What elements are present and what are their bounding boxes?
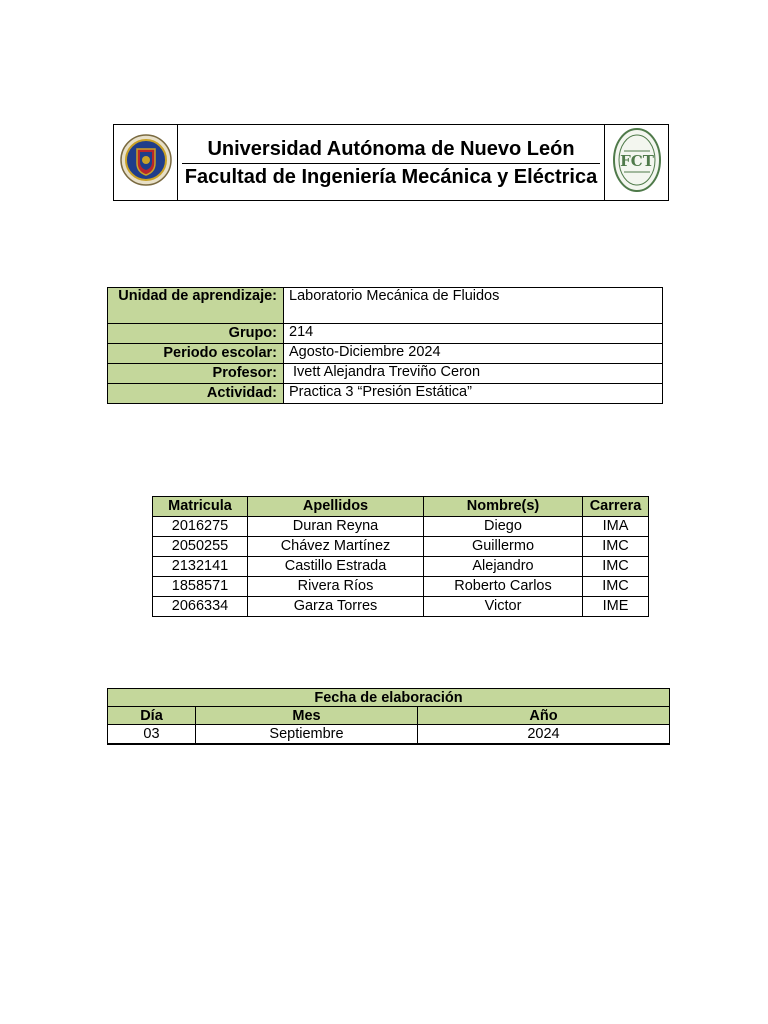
date-title: Fecha de elaboración	[108, 689, 670, 707]
column-header-ano: Año	[418, 707, 670, 725]
cell-carrera: IMA	[583, 517, 649, 537]
cell-nombres: Victor	[424, 597, 583, 617]
course-info-table	[107, 287, 663, 404]
info-value: Laboratorio Mecánica de Fluidos	[284, 288, 663, 324]
cell-matricula: 2050255	[153, 537, 248, 557]
cell-nombres: Diego	[424, 517, 583, 537]
column-header-mes: Mes	[196, 707, 418, 725]
cell-nombres: Roberto Carlos	[424, 577, 583, 597]
cell-carrera: IME	[583, 597, 649, 617]
date-table	[107, 688, 670, 745]
cell-apellidos: Castillo Estrada	[248, 557, 424, 577]
table-row	[153, 597, 649, 617]
fime-logo-text: FCT	[619, 152, 654, 170]
cell-carrera: IMC	[583, 557, 649, 577]
cell-matricula: 2132141	[153, 557, 248, 577]
info-label: Grupo:	[108, 324, 284, 344]
cell-apellidos: Rivera Ríos	[248, 577, 424, 597]
cell-carrera: IMC	[583, 537, 649, 557]
fime-logo-icon	[612, 127, 662, 193]
date-values-row	[108, 725, 670, 745]
date-header-row	[108, 707, 670, 725]
column-header-matricula: Matricula	[153, 497, 248, 517]
faculty-name: Facultad de Ingeniería Mecánica y Eléctrica	[184, 165, 598, 188]
cell-carrera: IMC	[583, 577, 649, 597]
column-header-carrera: Carrera	[583, 497, 649, 517]
uanl-shield-logo-icon	[120, 133, 172, 187]
cell-nombres: Alejandro	[424, 557, 583, 577]
info-label: Unidad de aprendizaje:	[108, 288, 284, 324]
info-value: 214	[284, 324, 663, 344]
table-row	[153, 577, 649, 597]
date-month: Septiembre	[196, 725, 418, 745]
info-row-profesor	[108, 364, 663, 384]
info-row-periodo	[108, 344, 663, 364]
info-value: Ivett Alejandra Treviño Ceron	[284, 364, 663, 384]
info-value: Agosto-Diciembre 2024	[284, 344, 663, 364]
info-row-grupo	[108, 324, 663, 344]
title-cell	[178, 125, 605, 201]
table-row	[153, 517, 649, 537]
info-value: Practica 3 “Presión Estática”	[284, 384, 663, 404]
table-row	[153, 537, 649, 557]
header-table	[113, 124, 669, 201]
date-title-row	[108, 689, 670, 707]
table-row	[153, 557, 649, 577]
column-header-apellidos: Apellidos	[248, 497, 424, 517]
cell-matricula: 2066334	[153, 597, 248, 617]
university-name: Universidad Autónoma de Nuevo León	[182, 137, 600, 164]
date-day: 03	[108, 725, 196, 745]
column-header-nombres: Nombre(s)	[424, 497, 583, 517]
cell-matricula: 1858571	[153, 577, 248, 597]
info-label: Profesor:	[108, 364, 284, 384]
info-row-actividad	[108, 384, 663, 404]
date-year: 2024	[418, 725, 670, 745]
cell-matricula: 2016275	[153, 517, 248, 537]
right-logo-cell	[605, 125, 669, 201]
info-row-unidad	[108, 288, 663, 324]
cell-apellidos: Duran Reyna	[248, 517, 424, 537]
cell-apellidos: Garza Torres	[248, 597, 424, 617]
column-header-dia: Día	[108, 707, 196, 725]
students-header-row	[153, 497, 649, 517]
cell-nombres: Guillermo	[424, 537, 583, 557]
info-label: Periodo escolar:	[108, 344, 284, 364]
left-logo-cell	[114, 125, 178, 201]
cell-apellidos: Chávez Martínez	[248, 537, 424, 557]
students-table	[152, 496, 649, 617]
info-label: Actividad:	[108, 384, 284, 404]
